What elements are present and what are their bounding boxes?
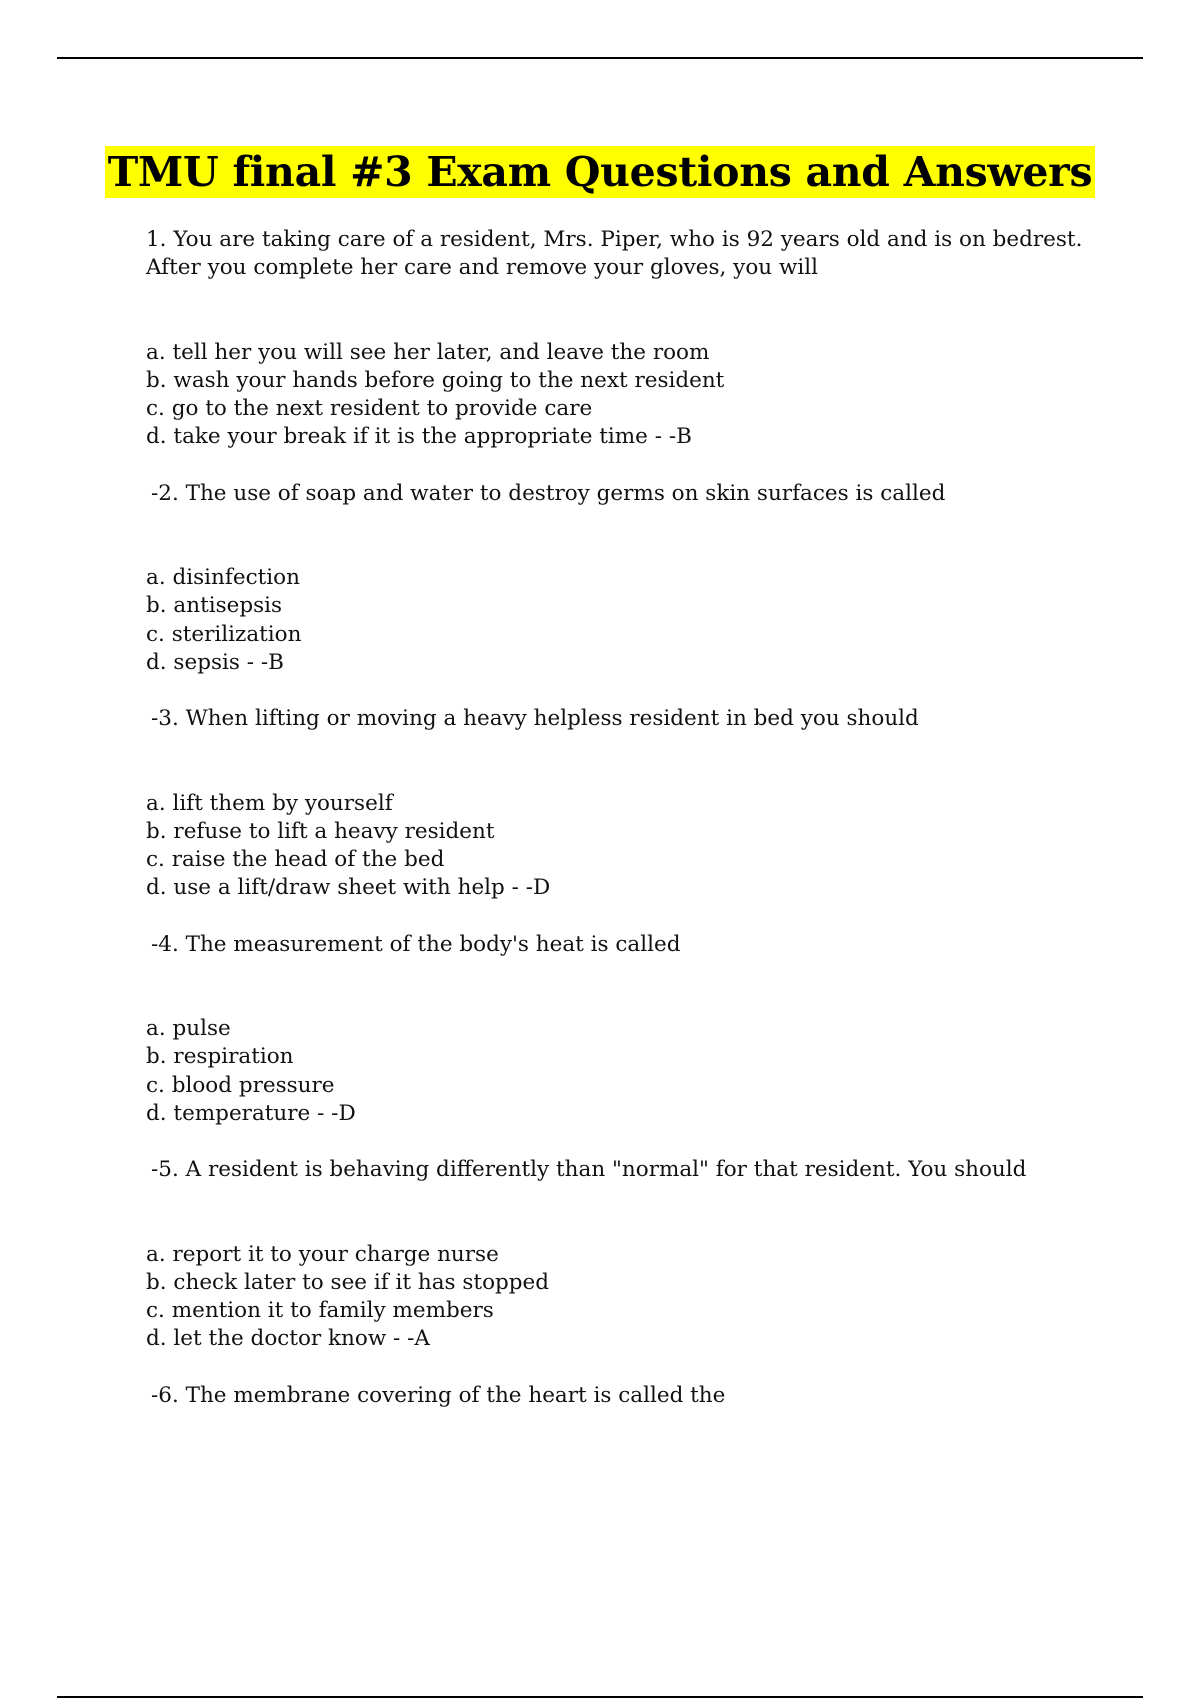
answer-option: c. blood pressure (146, 1072, 335, 1098)
answer-option: a. pulse (146, 1016, 231, 1042)
answer-option: d. let the doctor know - -A (146, 1326, 430, 1352)
answer-option: a. tell her you will see her later, and leave the room (146, 339, 710, 365)
answer-options (146, 339, 1086, 452)
answer-option: a. disinfection (146, 565, 300, 591)
answer-option: a. lift them by yourself (146, 790, 393, 816)
document-body (146, 226, 1086, 1410)
title-container (0, 146, 1200, 198)
answer-option: d. sepsis - -B (146, 649, 284, 675)
answer-option: a. report it to your charge nurse (146, 1241, 499, 1267)
answer-options (146, 790, 1086, 903)
answer-option: b. check later to see if it has stopped (146, 1269, 550, 1295)
question-text: -3. When lifting or moving a heavy helpless resident in bed you should (151, 706, 919, 732)
answer-option: b. antisepsis (146, 593, 283, 619)
answer-option: c. raise the head of the bed (146, 847, 445, 873)
question-block-4 (146, 931, 1086, 1128)
question-text: -6. The membrane covering of the heart is called the (151, 1382, 726, 1408)
document-title: TMU final #3 Exam Questions and Answers (105, 146, 1096, 198)
answer-option: c. sterilization (146, 621, 302, 647)
question-block-3 (146, 705, 1086, 902)
question-text: -2. The use of soap and water to destroy germs on skin surfaces is called (151, 480, 946, 506)
question-block-6 (146, 1382, 1086, 1410)
top-rule (57, 57, 1143, 59)
answer-option: b. respiration (146, 1044, 294, 1070)
bottom-rule (57, 1696, 1143, 1698)
answer-options (146, 1241, 1086, 1354)
answer-option: c. mention it to family members (146, 1298, 494, 1324)
answer-options (146, 1015, 1086, 1128)
question-text: 1. You are taking care of a resident, Mrs. Piper, who is 92 years old and is on bedrest. After you complete her care and remove your gloves, you will (146, 227, 1083, 281)
answer-option: b. refuse to lift a heavy resident (146, 818, 495, 844)
question-block-2 (146, 480, 1086, 677)
answer-option: b. wash your hands before going to the next resident (146, 367, 725, 393)
question-text: -5. A resident is behaving differently than "normal" for that resident. You should (151, 1157, 1027, 1183)
question-block-1 (146, 226, 1086, 452)
answer-option: d. take your break if it is the appropriate time - -B (146, 424, 692, 450)
answer-option: d. temperature - -D (146, 1100, 356, 1126)
question-block-5 (146, 1156, 1086, 1353)
answer-options (146, 564, 1086, 677)
question-text: -4. The measurement of the body's heat is called (151, 931, 681, 957)
answer-option: d. use a lift/draw sheet with help - -D (146, 875, 551, 901)
answer-option: c. go to the next resident to provide care (146, 396, 593, 422)
